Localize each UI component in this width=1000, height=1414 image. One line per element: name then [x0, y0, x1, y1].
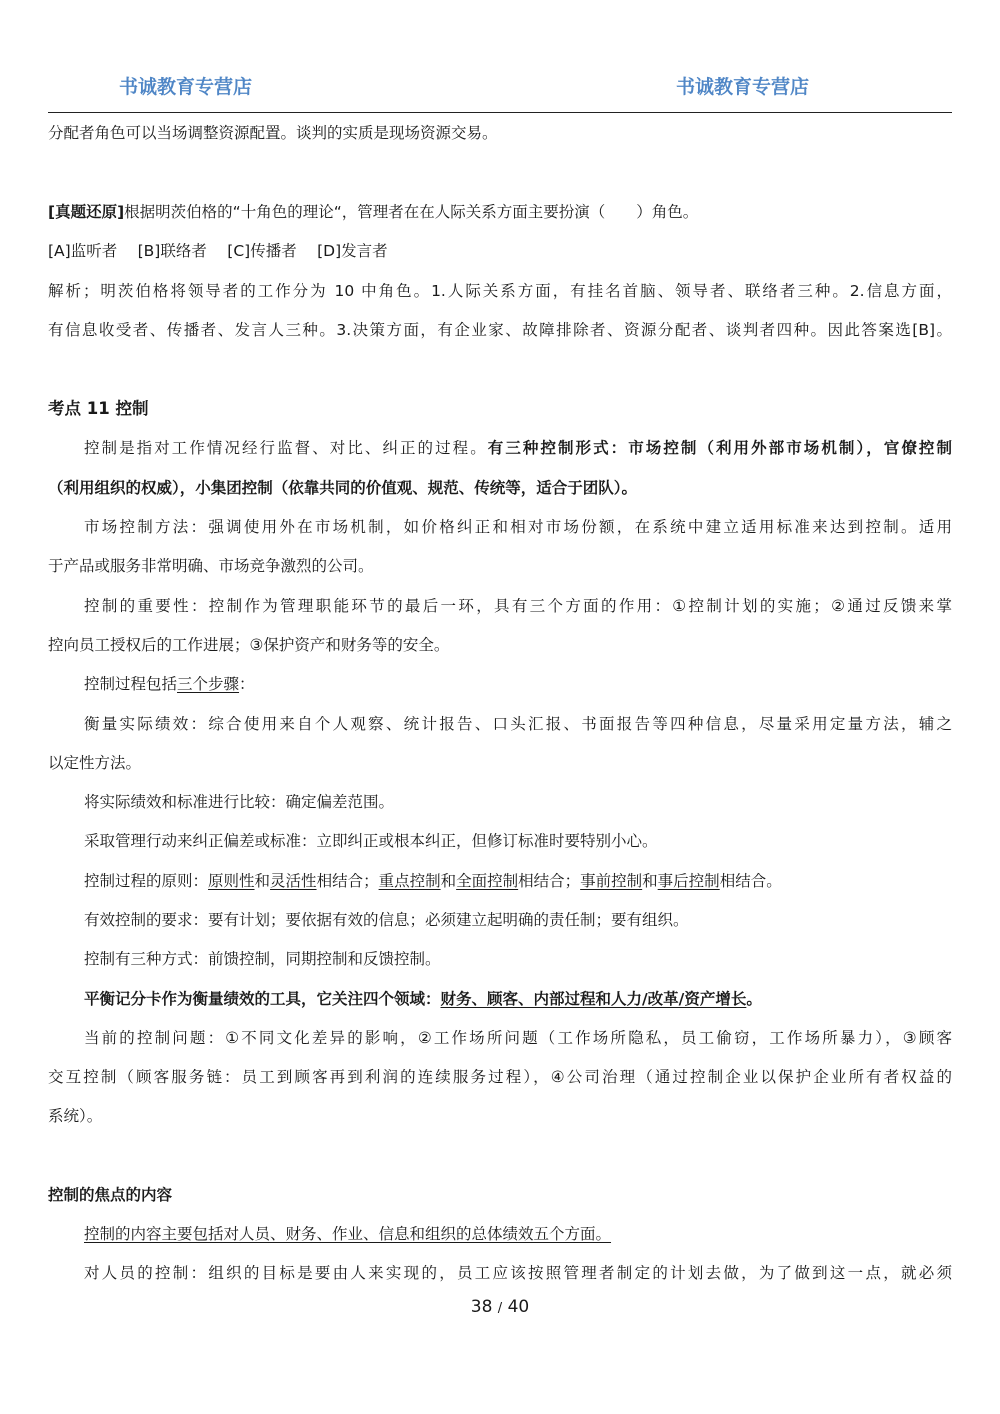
question-options: [A]监听者 [B]联络者 [C]传播者 [D]发言者 — [48, 242, 388, 260]
paragraph-line: 采取管理行动来纠正偏差或标准：立即纠正或根本纠正，但修订标准时要特别小心。 — [84, 832, 658, 850]
page-separator: / — [497, 1301, 503, 1316]
paragraph-line: 衡量实际绩效：综合使用来自个人观察、统计报告、口头汇报、书面报告等四种信息，尽量采用定量方法，辅之 — [84, 715, 952, 733]
total-pages: 40 — [507, 1297, 530, 1317]
analysis-line: 解析；明茨伯格将领导者的工作分为 10 中角色。1.人际关系方面，有挂名首脑、领导者、联络者三种。2.信息方面， — [48, 282, 952, 300]
underlined-span: 控制的内容主要包括对人员、财务、作业、信息和组织的总体绩效五个方面。 — [84, 1225, 612, 1243]
text-span: ： — [239, 675, 255, 693]
text-span: 和 — [440, 872, 457, 890]
underlined-span: 灵活性 — [270, 872, 317, 890]
paragraph-line: 于产品或服务非常明确、市场竞争激烈的公司。 — [48, 557, 374, 575]
bold-span: 有三种控制形式：市场控制（利用外部市场机制），官僚控制 — [487, 439, 952, 457]
underlined-span: 原则性 — [208, 872, 255, 890]
page-number — [0, 1297, 1000, 1317]
underlined-span: 三个步骤 — [177, 675, 240, 693]
underlined-span: 财务、顾客、内部过程和人力/改革/资产增长 — [440, 990, 747, 1008]
underlined-span: 重点控制 — [378, 872, 441, 890]
underlined-span: 全面控制 — [456, 872, 519, 890]
bold-span: 平衡记分卡作为衡量绩效的工具，它关注四个领域： — [84, 990, 441, 1008]
paragraph-line: （利用组织的权威），小集团控制（依靠共同的价值观、规范、传统等，适合于团队）。 — [48, 479, 638, 497]
paragraph-line: 控制的重要性：控制作为管理职能环节的最后一环，具有三个方面的作用：①控制计划的实施；②通过反馈来掌 — [84, 597, 952, 615]
paragraph-line — [84, 870, 952, 892]
paragraph-line — [84, 673, 952, 695]
text-line: 分配者角色可以当场调整资源配置。谈判的实质是现场资源交易。 — [48, 124, 498, 142]
header-rule — [48, 112, 952, 113]
question-line — [48, 201, 952, 223]
underlined-span: 事后控制 — [657, 872, 720, 890]
paragraph-line: 控向员工授权后的工作进展；③保护资产和财务等的安全。 — [48, 636, 450, 654]
text-span: 控制是指对工作情况经行监督、对比、纠正的过程。 — [84, 439, 488, 457]
header-right-store-name: 书诚教育专营店 — [676, 76, 810, 98]
paragraph-line: 以定性方法。 — [48, 754, 142, 772]
paragraph-line — [84, 1223, 952, 1245]
subsection-title: 控制的焦点的内容 — [48, 1186, 173, 1204]
bold-span: 。 — [746, 990, 762, 1008]
text-span: 控制过程包括 — [84, 675, 178, 693]
text-span: 控制过程的原则： — [84, 872, 209, 890]
section-title: 考点 11 控制 — [48, 399, 149, 418]
paragraph-line: 当前的控制问题：①不同文化差异的影响，②工作场所问题（工作场所隐私，员工偷窃，工作场所暴力），③顾客 — [84, 1029, 952, 1047]
text-span: 相结合； — [518, 872, 581, 890]
paragraph-line: 控制有三种方式：前馈控制，同期控制和反馈控制。 — [84, 950, 441, 968]
text-span: 和 — [254, 872, 271, 890]
paragraph-line: 对人员的控制：组织的目标是要由人来实现的，员工应该按照管理者制定的计划去做，为了做到这一点，就必须 — [84, 1264, 952, 1282]
analysis-line: 有信息收受者、传播者、发言人三种。3.决策方面，有企业家、故障排除者、资源分配者、谈判者四种。因此答案选[B]。 — [48, 321, 952, 339]
question-text: 根据明茨伯格的“十角色的理论“，管理者在在人际关系方面主要扮演（ ）角色。 — [124, 203, 699, 221]
paragraph-line: 系统）。 — [48, 1107, 103, 1125]
header-left-store-name: 书诚教育专营店 — [119, 76, 253, 98]
paragraph-line: 有效控制的要求：要有计划；要依据有效的信息；必须建立起明确的责任制；要有组织。 — [84, 911, 689, 929]
paragraph-line — [84, 988, 952, 1010]
question-tag: [真题还原] — [48, 203, 125, 221]
paragraph-line: 将实际绩效和标准进行比较：确定偏差范围。 — [84, 793, 395, 811]
paragraph-line: 交互控制（顾客服务链：员工到顾客再到利润的连续服务过程），④公司治理（通过控制企业以保护企业所有者权益的 — [48, 1068, 952, 1086]
underlined-span: 事前控制 — [580, 872, 643, 890]
text-span: 和 — [642, 872, 658, 890]
text-span: 相结合； — [316, 872, 379, 890]
paragraph-line — [84, 437, 952, 459]
text-span: 相结合。 — [719, 872, 782, 890]
paragraph-line: 市场控制方法：强调使用外在市场机制，如价格纠正和相对市场份额，在系统中建立适用标准来达到控制。适用 — [84, 518, 952, 536]
current-page: 38 — [470, 1297, 493, 1317]
